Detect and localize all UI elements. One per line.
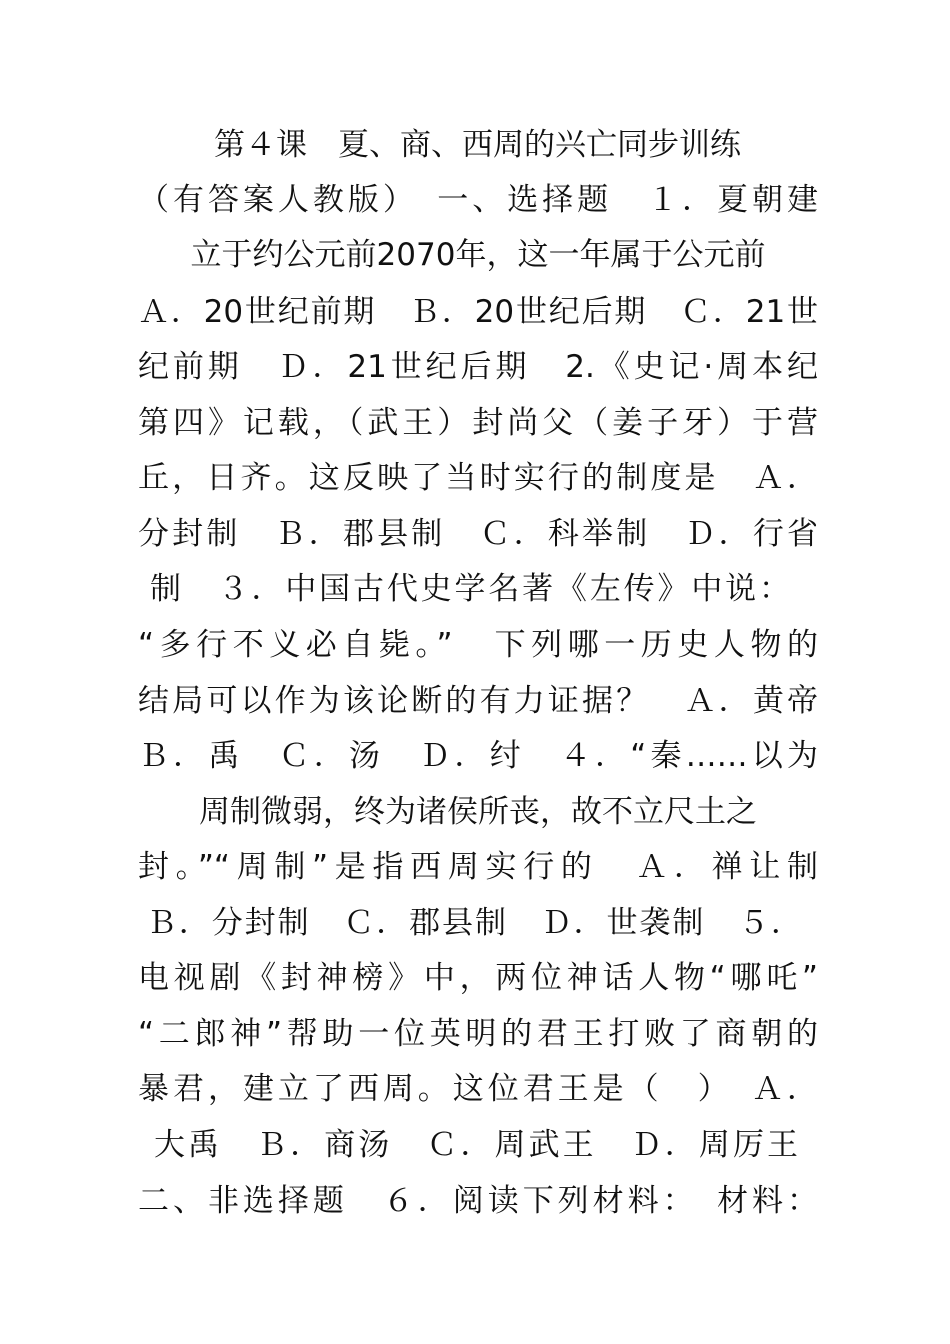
document-title-line: 第４课 夏、商、西周的兴亡同步训练	[214, 127, 741, 163]
text-line: 纪前期 Ｄ．21世纪后期 2.《史记·周本纪	[138, 349, 818, 385]
text-line: 立于约公元前2070年，这一年属于公元前	[190, 237, 766, 273]
text-line: 丘，日齐。这反映了当时实行的制度是 Ａ．	[138, 460, 818, 496]
text-line: Ｂ．分封制 Ｃ．郡县制 Ｄ．世袭制 ５．	[146, 905, 802, 941]
text-line: 暴君，建立了西周。这位君王是（ ） Ａ．	[138, 1071, 818, 1107]
text-line: 周制微弱，终为诸侯所丧，故不立尺土之	[199, 794, 757, 830]
text-line: 二、非选择题 ６．阅读下列材料： 材料：	[138, 1183, 818, 1219]
text-line: 结局可以作为该论断的有力证据？ Ａ．黄帝	[138, 683, 818, 719]
text-line: （有答案人教版） 一、选择题 １．夏朝建	[138, 182, 818, 218]
text-line: 分封制 Ｂ．郡县制 Ｃ．科举制 Ｄ．行省	[138, 516, 818, 552]
text-line: “二郎神”帮助一位英明的君王打败了商朝的	[138, 1016, 818, 1052]
text-line: “多行不义必自毙。” 下列哪一历史人物的	[138, 627, 818, 663]
text-line: Ｂ．禹 Ｃ．汤 Ｄ．纣 ４．“秦……以为	[138, 738, 818, 774]
text-line: 第四》记载，（武王）封尚父（姜子牙）于营	[138, 405, 818, 441]
text-line: Ａ．20世纪前期 Ｂ．20世纪后期 Ｃ．21世	[138, 294, 818, 330]
text-line: 电视剧《封神榜》中，两位神话人物“哪吒”	[138, 960, 818, 996]
text-line: 封。”“周制”是指西周实行的 Ａ．禅让制	[138, 849, 818, 885]
text-line: 大禹 Ｂ．商汤 Ｃ．周武王 Ｄ．周厉王	[154, 1127, 798, 1163]
text-line: 制 ３．中国古代史学名著《左传》中说：	[150, 571, 790, 607]
